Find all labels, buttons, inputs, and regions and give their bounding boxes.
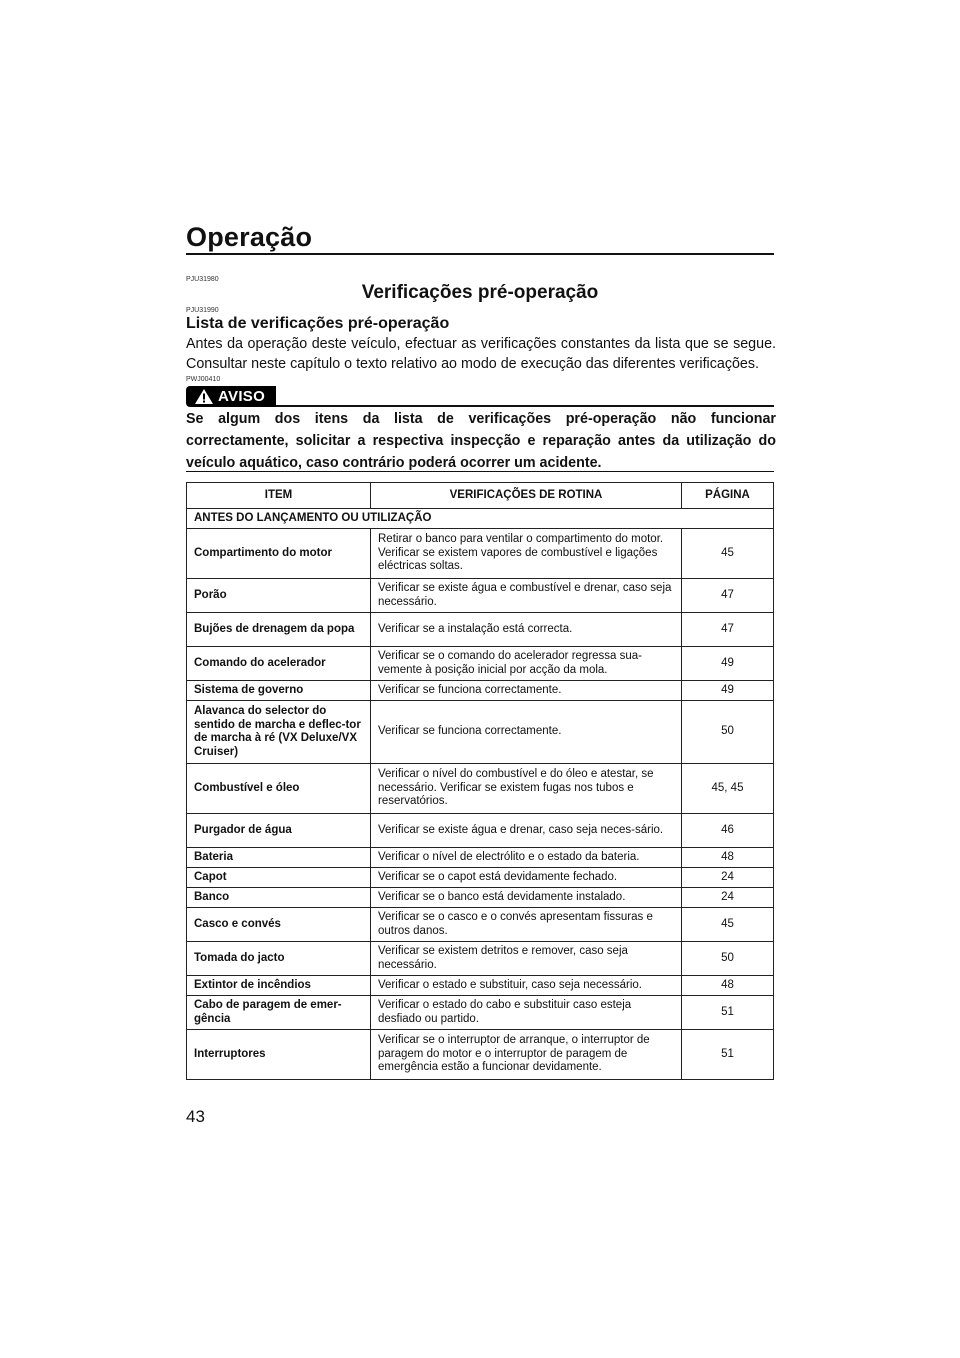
table-row <box>187 976 774 996</box>
table-section-row <box>187 509 774 529</box>
table-row <box>187 701 774 764</box>
page-cell: 50 <box>682 942 774 976</box>
intro-paragraph: Antes da operação deste veículo, efectuar as verificações constantes da lista que se segue. Consultar neste capítulo o texto relativo ao modo de execução das diferentes verificações. <box>186 336 776 372</box>
table-row <box>187 908 774 942</box>
check-cell: Verificar o estado do cabo e substituir caso esteja desfiado ou partido. <box>371 996 682 1030</box>
warning-code: PWJ00410 <box>186 376 221 383</box>
check-cell: Verificar o nível de electrólito e o estado da bateria. <box>371 848 682 868</box>
table-row <box>187 848 774 868</box>
page-cell: 50 <box>682 701 774 764</box>
subsection-code: PJU31990 <box>186 307 219 314</box>
item-cell: Interruptores <box>187 1030 371 1080</box>
pre-operation-checklist-table <box>186 482 774 1080</box>
page-cell: 48 <box>682 848 774 868</box>
item-cell: Casco e convés <box>187 908 371 942</box>
warning-divider <box>276 405 774 407</box>
warning-text: Se algum dos itens da lista de verificações pré-operação não funcionar correctamente, solicitar a respectiva inspecção e reparação antes da utilização do veículo aquático, caso contrário poderá ocorrer um acidente. <box>186 411 776 471</box>
item-cell: Alavanca do selector do sentido de marcha e deflec-tor de marcha à ré (VX Deluxe/VX Cruiser) <box>187 701 371 764</box>
table-row <box>187 888 774 908</box>
table-row <box>187 647 774 681</box>
page-cell: 47 <box>682 579 774 613</box>
item-cell: Cabo de paragem de emer-gência <box>187 996 371 1030</box>
page-cell: 24 <box>682 888 774 908</box>
item-cell: Combustível e óleo <box>187 764 371 814</box>
table-row <box>187 996 774 1030</box>
item-cell: Banco <box>187 888 371 908</box>
check-cell: Verificar se existe água e drenar, caso seja neces-sário. <box>371 814 682 848</box>
page-cell: 51 <box>682 1030 774 1080</box>
subsection-title: Lista de verificações pré-operação <box>186 315 450 332</box>
page-cell: 48 <box>682 976 774 996</box>
item-cell: Tomada do jacto <box>187 942 371 976</box>
page-number: 43 <box>186 1107 205 1126</box>
check-cell: Verificar o nível do combustível e do óleo e atestar, se necessário. Verificar se existem fugas nos tubos e reservatórios. <box>371 764 682 814</box>
check-cell: Verificar se a instalação está correcta. <box>371 613 682 647</box>
page-cell: 51 <box>682 996 774 1030</box>
page-cell: 49 <box>682 681 774 701</box>
page-cell: 49 <box>682 647 774 681</box>
check-cell: Verificar se o casco e o convés apresentam fissuras e outros danos. <box>371 908 682 942</box>
section-code: PJU31980 <box>186 276 219 283</box>
warning-label: AVISO <box>218 388 266 405</box>
warning-triangle-icon <box>194 388 214 405</box>
item-cell: Bujões de drenagem da popa <box>187 613 371 647</box>
item-cell: Capot <box>187 868 371 888</box>
table-row <box>187 529 774 579</box>
page-cell: 24 <box>682 868 774 888</box>
item-cell: Purgador de água <box>187 814 371 848</box>
page-cell: 45 <box>682 529 774 579</box>
warning-badge <box>186 386 276 407</box>
table-row <box>187 942 774 976</box>
item-cell: Compartimento do motor <box>187 529 371 579</box>
table-row <box>187 681 774 701</box>
check-cell: Verificar se o interruptor de arranque, o interruptor de paragem do motor e o interruptor de paragem de emergência estão a funcionar devidamente. <box>371 1030 682 1080</box>
check-cell: Verificar se funciona correctamente. <box>371 681 682 701</box>
warning-bottom-divider <box>186 471 774 472</box>
check-cell: Verificar se funciona correctamente. <box>371 701 682 764</box>
page-cell: 45, 45 <box>682 764 774 814</box>
table-row <box>187 579 774 613</box>
check-cell: Verificar se o banco está devidamente instalado. <box>371 888 682 908</box>
page-cell: 47 <box>682 613 774 647</box>
check-cell: Verificar o estado e substituir, caso seja necessário. <box>371 976 682 996</box>
table-row <box>187 1030 774 1080</box>
page-cell: 46 <box>682 814 774 848</box>
item-cell: Extintor de incêndios <box>187 976 371 996</box>
table-header-row <box>187 483 774 509</box>
check-cell: Verificar se existem detritos e remover, caso seja necessário. <box>371 942 682 976</box>
header-routine-checks: VERIFICAÇÕES DE ROTINA <box>371 483 682 509</box>
table-row <box>187 868 774 888</box>
chapter-divider <box>186 253 774 255</box>
item-cell: Bateria <box>187 848 371 868</box>
table-row <box>187 613 774 647</box>
section-title: Verificações pré-operação <box>361 282 599 303</box>
check-cell: Verificar se existe água e combustível e drenar, caso seja necessário. <box>371 579 682 613</box>
check-cell: Verificar se o comando do acelerador regressa sua-vemente à posição inicial por acção da mola. <box>371 647 682 681</box>
header-page: PÁGINA <box>682 483 774 509</box>
page-cell: 45 <box>682 908 774 942</box>
table-row <box>187 814 774 848</box>
table-row <box>187 764 774 814</box>
item-cell: Sistema de governo <box>187 681 371 701</box>
header-item: ITEM <box>187 483 371 509</box>
check-cell: Verificar se o capot está devidamente fechado. <box>371 868 682 888</box>
check-cell: Retirar o banco para ventilar o compartimento do motor. Verificar se existem vapores de combustível e ligações eléctricas soltas. <box>371 529 682 579</box>
chapter-title: Operação <box>186 222 313 252</box>
item-cell: Comando do acelerador <box>187 647 371 681</box>
table-section-label: ANTES DO LANÇAMENTO OU UTILIZAÇÃO <box>187 509 774 529</box>
item-cell: Porão <box>187 579 371 613</box>
